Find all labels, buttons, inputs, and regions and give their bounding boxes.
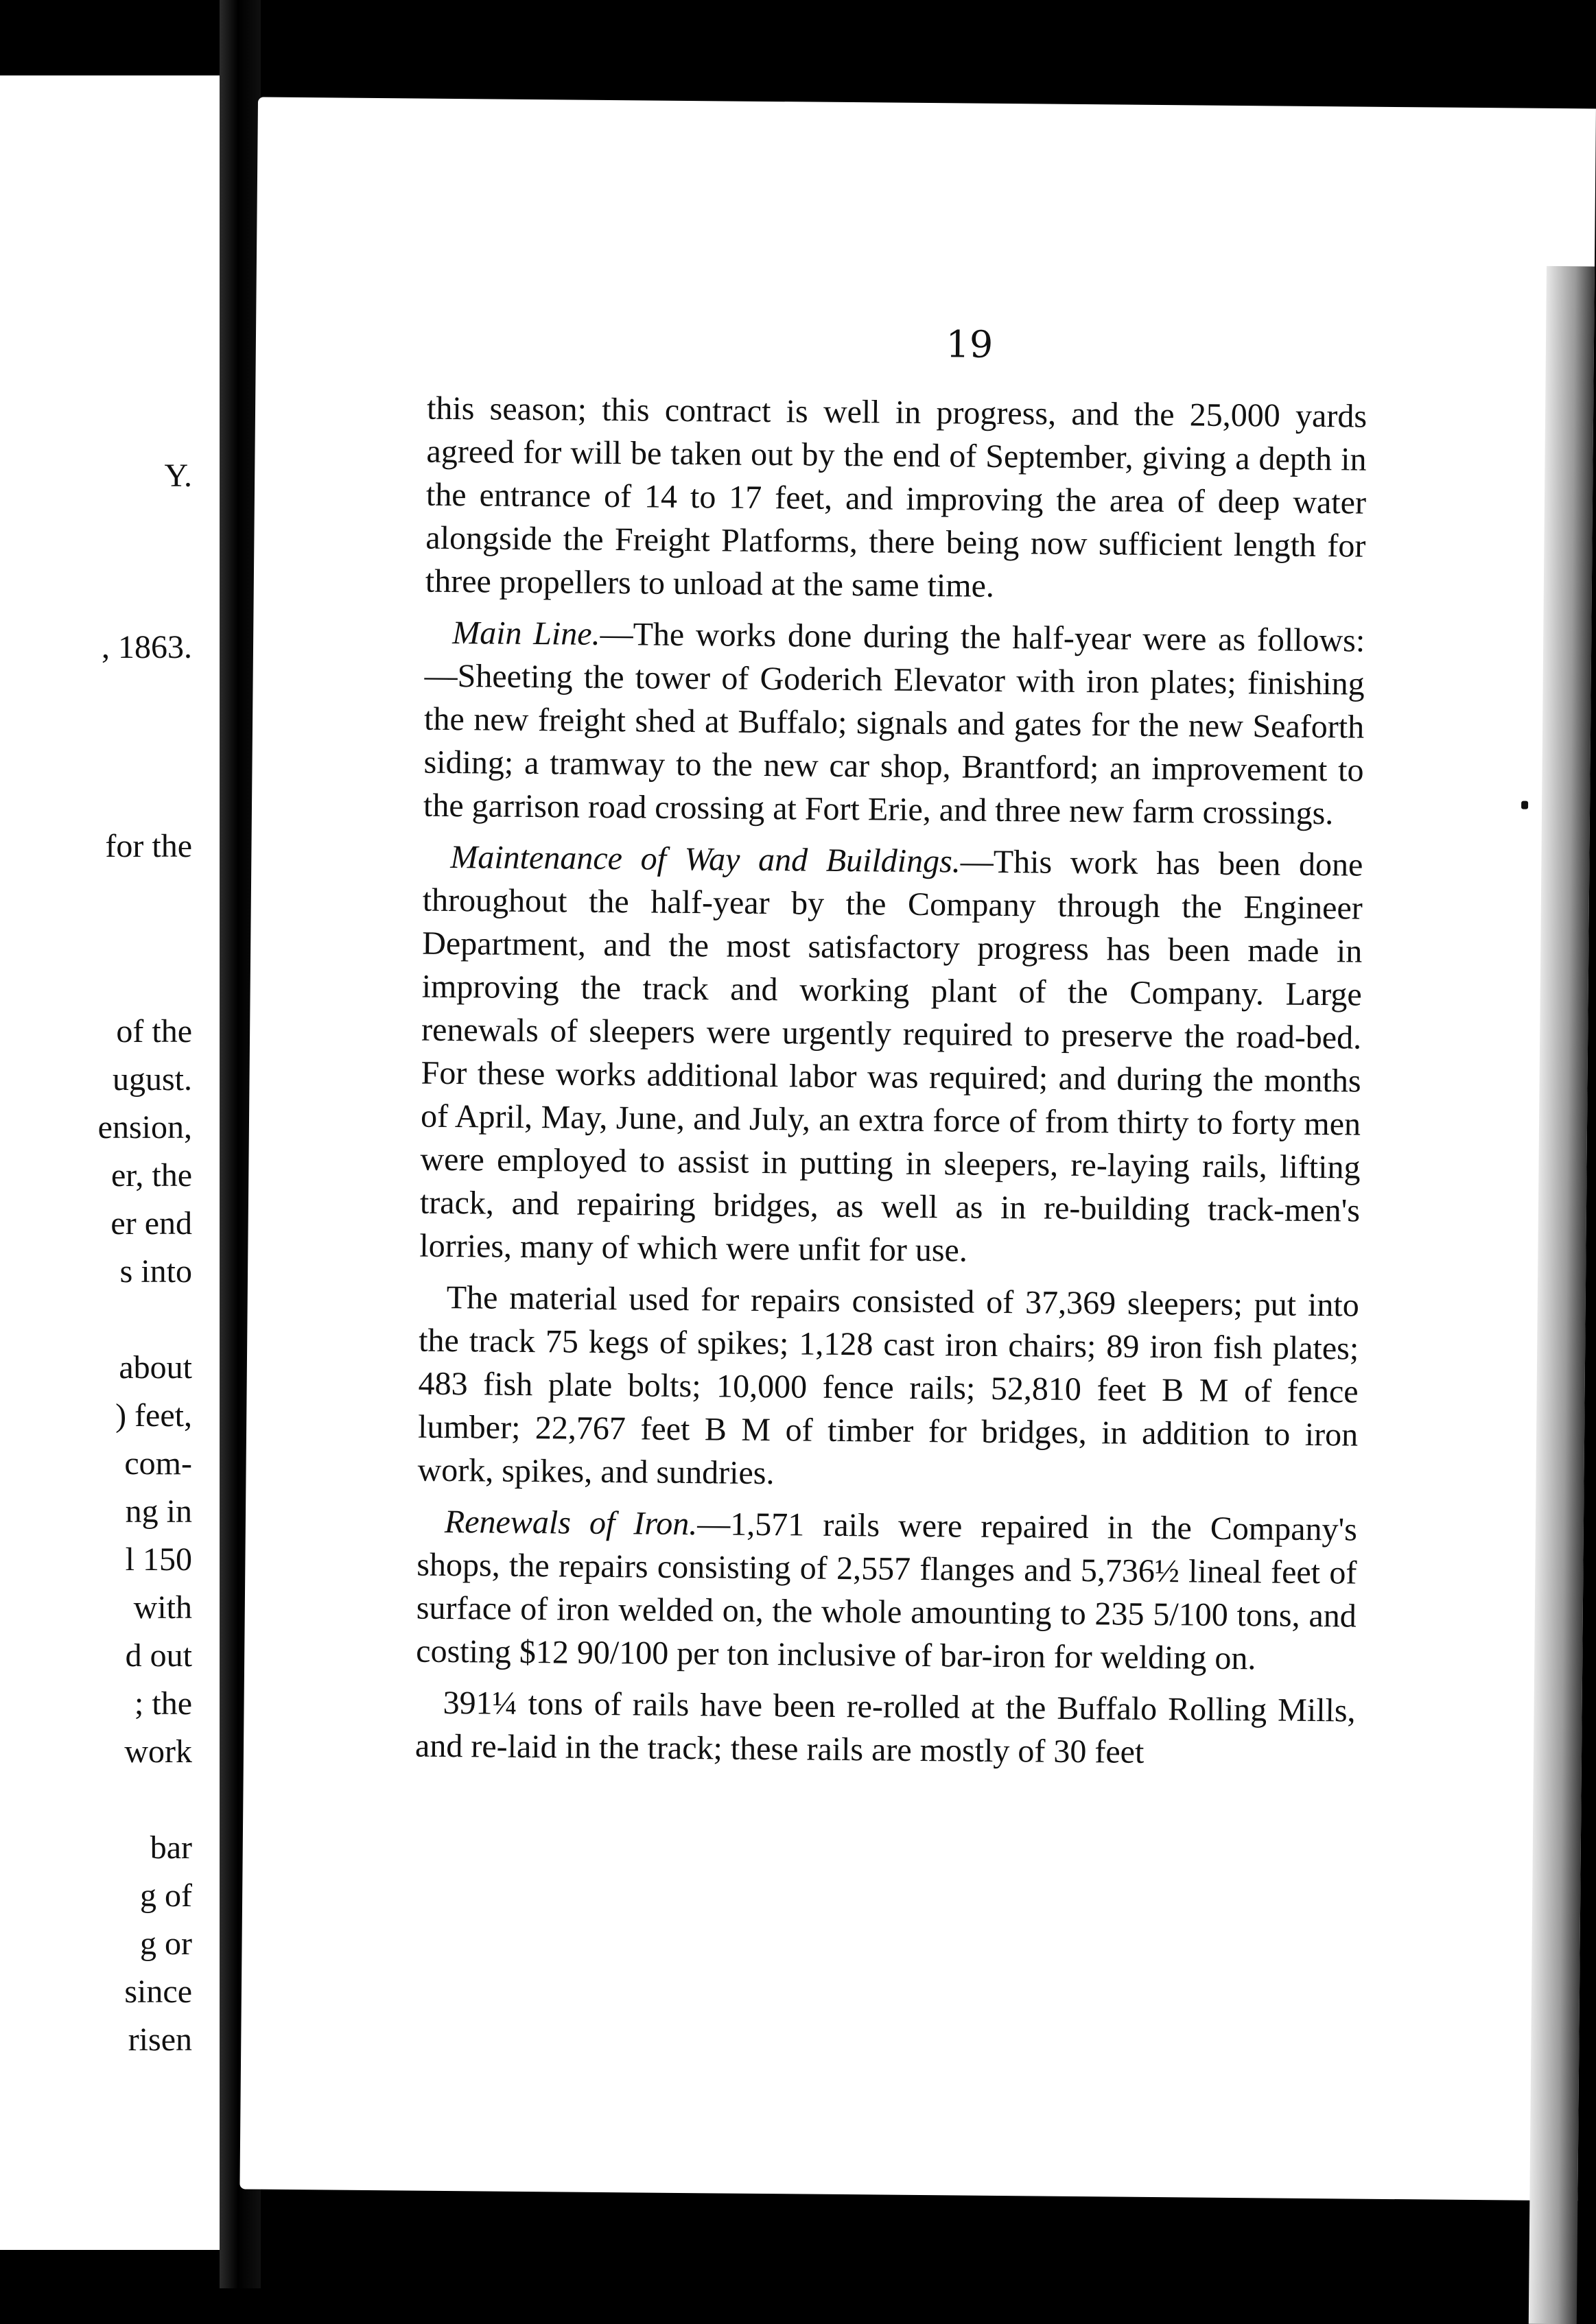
previous-page-fragment: risen (128, 2024, 192, 2056)
paragraph-heading: Maintenance of Way and Buildings. (450, 839, 961, 879)
page-edge-shadow (1529, 266, 1595, 2324)
paragraph (425, 387, 1368, 611)
paragraph (415, 1681, 1356, 1776)
previous-page-fragment: ; the (134, 1687, 192, 1720)
paragraph-text: this season; this contract is well in progress, and the 25,000 yards agreed for will be taken out by the end of September, giving a depth in the entrance of 14 to 17 feet, and improving the area of deep water alongside the Freight Platforms, there being now sufficient length for three propellers to unload at the same time. (425, 390, 1368, 604)
paragraph-heading: Renewals of Iron. (445, 1504, 698, 1542)
previous-page-fragment: about (119, 1351, 192, 1384)
body-text (415, 387, 1368, 1784)
previous-page-fragment: , 1863. (102, 631, 192, 664)
previous-page-fragment: l 150 (126, 1543, 192, 1576)
previous-page-fragment: bar (150, 1831, 192, 1864)
paragraph-heading: Main Line. (452, 615, 600, 652)
paragraph (419, 835, 1363, 1276)
previous-page-fragment: g or (140, 1928, 192, 1960)
paragraph-text: The material used for repairs consisted of 37,369 sleepers; put into the track 75 kegs of spikes; 1,128 cast iron chairs; 89 iron fish plates; 483 fish plate bolts; 10,000 fence rails; 52,810 feet B M of fence lumber; 22,767 feet B M of timber for bridges, in addition to iron work, spikes, and sundries. (417, 1279, 1359, 1491)
previous-page-fragment: since (124, 1976, 192, 2008)
previous-page-fragment: er end (110, 1207, 192, 1240)
previous-page-fragment: com- (124, 1447, 192, 1480)
paragraph-text: 391¼ tons of rails have been re-rolled at the Buffalo Rolling Mills, and re-laid in the track; these rails are mostly of 30 feet (415, 1685, 1356, 1770)
previous-page-fragment: ng in (126, 1495, 192, 1528)
previous-page-fragment: of the (116, 1015, 192, 1048)
paragraph (417, 1276, 1359, 1500)
paragraph-text: —1,571 rails were repaired in the Company's shops, the repairs consisting of 2,557 flanges and 5,736½ lineal feet of surface of iron welded on, the whole amounting to 235 5/100 tons, and costing $12 90/100 per ton inclusive of bar-iron for welding on. (416, 1506, 1357, 1676)
previous-page-fragment: Y. (165, 460, 192, 493)
paragraph-text: —This work has been done throughout the half-year by the Company through the Engineer Department, and the most satisfactory progress has been made in improving the track and working plant of the Company. Large renewals of sleepers were urgently required to preserve the road-bed. For these works additional labor was required; and during the months of April, May, June, and July, an extra force of from thirty to forty men were employed to assist in putting in sleepers, re-laying rails, lifting track, and repairing bridges, as well as in re-building track-men's lorries, many of which were unfit for use. (419, 843, 1363, 1268)
previous-page (0, 75, 220, 2250)
paragraph (416, 1500, 1357, 1681)
previous-page-fragment: work (124, 1735, 192, 1768)
paragraph-text: —The works done during the half-year were as follows:—Sheeting the tower of Goderich Elevator with iron plates; finishing the new freight shed at Buffalo; signals and gates for the new Seaforth siding; a tramway to the new car shop, Brantford; an improvement to the garrison road crossing at Fort Erie, and three new farm crossings. (423, 616, 1365, 831)
book-page (239, 97, 1596, 2201)
page-number: 19 (256, 316, 1594, 371)
previous-page-fragment: d out (126, 1639, 192, 1672)
previous-page-fragment: for the (105, 830, 192, 863)
previous-page-fragment: s into (120, 1255, 192, 1288)
paragraph (423, 611, 1365, 835)
previous-page-fragment: with (134, 1591, 192, 1624)
previous-page-fragment: ugust. (113, 1063, 192, 1096)
previous-page-fragment: ension, (98, 1111, 192, 1144)
ink-speck (1521, 801, 1528, 809)
previous-page-fragment: g of (140, 1880, 192, 1912)
previous-page-fragment: ) feet, (115, 1399, 192, 1432)
previous-page-fragment: er, the (111, 1159, 192, 1192)
